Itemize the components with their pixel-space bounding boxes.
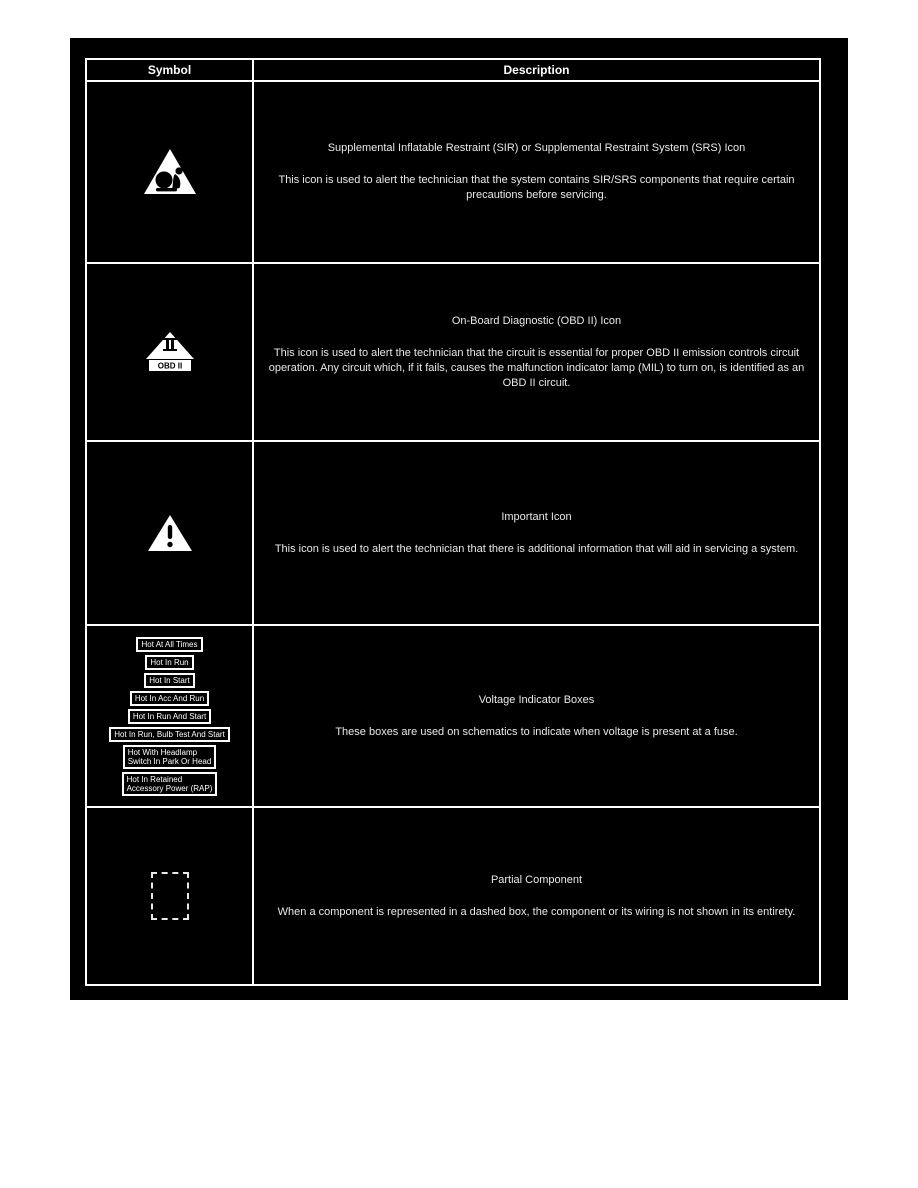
voltage-box-line: Hot With Headlamp	[127, 747, 198, 757]
row-title: Partial Component	[490, 873, 583, 886]
row-title: Voltage Indicator Boxes	[478, 693, 595, 706]
row-title: On-Board Diagnostic (OBD II) Icon	[451, 314, 622, 327]
symbol-cell-partial-component	[86, 807, 253, 985]
description-cell	[253, 441, 820, 625]
table-row	[86, 441, 820, 625]
description-cell	[253, 625, 820, 807]
symbol-legend-table	[85, 58, 821, 986]
svg-text:OBD II: OBD II	[157, 361, 182, 371]
voltage-box-line: Switch In Park Or Head	[127, 756, 212, 766]
voltage-box: Hot In Acc And Run	[130, 691, 209, 706]
voltage-box: Hot At All Times	[136, 637, 202, 652]
voltage-indicator-boxes	[87, 637, 252, 796]
voltage-box	[122, 772, 218, 796]
table-header-row	[86, 59, 820, 81]
schematic-legend-panel	[70, 38, 848, 1000]
voltage-box-line: Accessory Power (RAP)	[126, 783, 213, 793]
important-exclamation-triangle-icon	[146, 513, 194, 554]
voltage-box: Hot In Start	[144, 673, 194, 688]
row-title: Supplemental Inflatable Restraint (SIR) or Supplemental Restraint System (SRS) Icon	[327, 142, 746, 154]
sir-srs-warning-triangle-icon	[141, 146, 199, 198]
symbol-cell-voltage-boxes	[86, 625, 253, 807]
symbol-cell-obd2	[86, 263, 253, 441]
row-body: This icon is used to alert the technician that the circuit is essential for proper OBD II emission controls circuit operation. Any circuit which, if it fails, causes the malfunction indicator lamp (MIL) to turn on, is identified as an OBD II circuit.	[268, 346, 805, 389]
symbol-cell-sir	[86, 81, 253, 263]
table-row	[86, 625, 820, 807]
row-body: This icon is used to alert the technician that the system contains SIR/SRS components that require certain precautions before servicing.	[278, 174, 795, 201]
symbol-column-header: Symbol	[86, 59, 253, 81]
table-row	[86, 81, 820, 263]
voltage-box: Hot In Run	[145, 655, 193, 670]
row-title: Important Icon	[501, 510, 572, 523]
voltage-box: Hot In Run, Bulb Test And Start	[109, 727, 230, 742]
table-row	[86, 807, 820, 985]
voltage-box	[123, 745, 217, 769]
row-body: These boxes are used on schematics to indicate when voltage is present at a fuse.	[335, 725, 738, 738]
symbol-cell-important	[86, 441, 253, 625]
description-cell	[253, 807, 820, 985]
voltage-box: Hot In Run And Start	[128, 709, 211, 724]
description-cell	[253, 81, 820, 263]
obd2-warning-triangle-icon	[142, 331, 198, 373]
row-body: When a component is represented in a dashed box, the component or its wiring is not shown in its entirety.	[277, 905, 796, 918]
description-column-header: Description	[253, 59, 820, 81]
voltage-box-line: Hot In Retained	[126, 774, 183, 784]
description-cell	[253, 263, 820, 441]
row-body: This icon is used to alert the technician that there is additional information that will aid in servicing a system.	[274, 542, 799, 555]
table-row	[86, 263, 820, 441]
partial-component-dashed-box	[151, 872, 189, 920]
